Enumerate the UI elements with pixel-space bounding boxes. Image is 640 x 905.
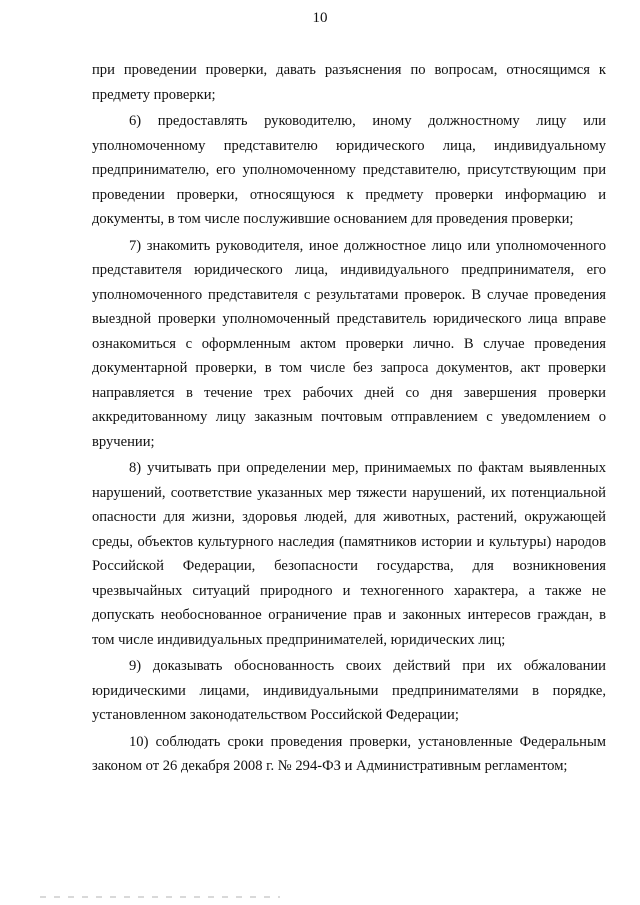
paragraph-item-7: 7) знакомить руководителя, иное должностное лицо или уполномоченного представителя юридического лица, индивидуального предпринимателя, его уполномоченного представителя с результатами проверок. В случае проведения выездной проверки уполномоченный представитель юридического лица вправе ознакомиться с оформленным актом проверки лично. В случае проведения документарной проверки, в том числе без запроса документов, акт проверки направляется в течение трех рабочих дней со дня завершения проверки аккредитованному лицу заказным почтовым отправлением с уведомлением о вручении; <box>92 237 606 450</box>
document-body <box>92 58 606 779</box>
paragraph-item-10: 10) соблюдать сроки проведения проверки, установленные Федеральным законом от 26 декабря 2008 г. № 294-ФЗ и Административным регламентом; <box>92 733 606 774</box>
paragraph-item-8: 8) учитывать при определении мер, принимаемых по фактам выявленных нарушений, соответствие указанных мер тяжести нарушений, их потенциальной опасности для жизни, здоровья людей, для животных, растений, окружающей среды, объектов культурного наследия (памятников истории и культуры) народов Российской Федерации, безопасности государства, для возникновения чрезвычайных ситуаций природного и техногенного характера, а также не допускать необоснованное ограничение прав и законных интересов граждан, в том числе индивидуальных предпринимателей, юридических лиц; <box>92 460 606 648</box>
page-number: 10 <box>312 10 328 26</box>
scan-artifact <box>40 896 280 898</box>
paragraph-item-6: 6) предоставлять руководителю, иному должностному лицу или уполномоченному представителю юридического лица, индивидуальному предпринимателю, его уполномоченному представителю, присутствующим при проведении проверки, относящуюся к предмету проверки информацию и документы, в том числе послужившие основанием для проведения проверки; <box>92 113 606 227</box>
paragraph-item-5-continuation: при проведении проверки, давать разъяснения по вопросам, относящимся к предмету проверки; <box>92 62 606 103</box>
paragraph-item-9: 9) доказывать обоснованность своих действий при их обжаловании юридическими лицами, индивидуальными предпринимателями в порядке, установленном законодательством Российской Федерации; <box>92 658 606 723</box>
